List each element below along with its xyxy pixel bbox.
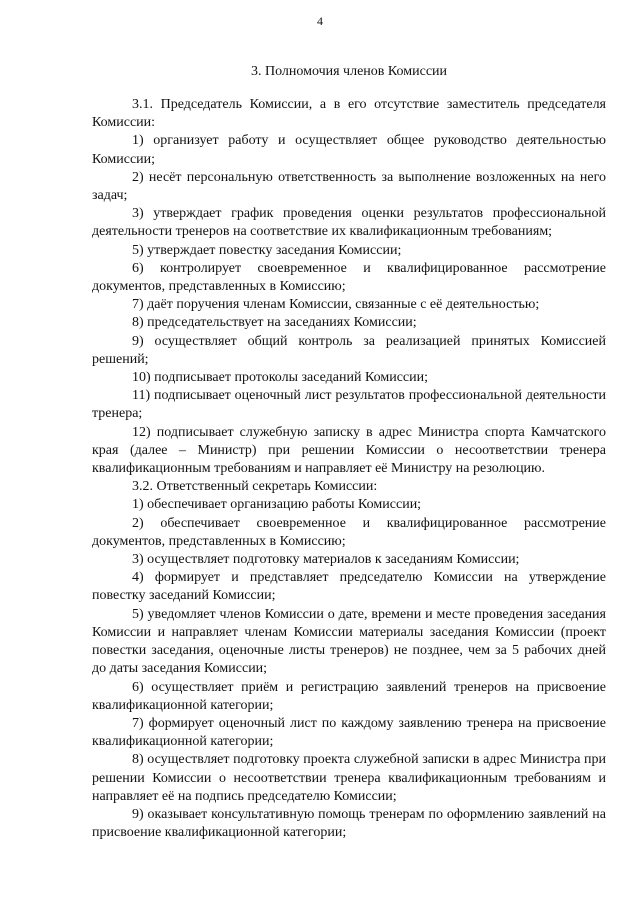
paragraph: 10) подписывает протоколы заседаний Комиссии; <box>132 370 428 386</box>
paragraph: 12) подписывает служебную записку в адрес Министра спорта Камчатского края (далее – Министр) при решении Комиссии о несоответствии тренера квалификационным требованиям и направляет её Министру на резолюцию. <box>92 424 606 477</box>
paragraph: 5) уведомляет членов Комиссии о дате, времени и месте проведения заседания Комиссии и направляет членам Комиссии материалы заседания Комиссии (проект повестки заседания, оценочные листы тренеров) не позднее, чем за 5 рабочих дней до даты заседания Комиссии; <box>92 606 606 677</box>
paragraph: 6) контролирует своевременное и квалифицированное рассмотрение документов, представленных в Комиссию; <box>92 260 606 295</box>
page-number: 4 <box>317 14 323 28</box>
section-title: 3. Полномочия членов Комиссии <box>250 64 448 79</box>
paragraph: 6) осуществляет приём и регистрацию заявлений тренеров на присвоение квалификационной категории; <box>92 679 606 713</box>
paragraph: 1) организует работу и осуществляет общее руководство деятельностью Комиссии; <box>92 133 606 167</box>
paragraph: 3.2. Ответственный секретарь Комиссии: <box>132 479 378 495</box>
paragraph: 8) осуществляет подготовку проекта служебной записки в адрес Министра при решении Комиссии о несоответствии тренера квалификационным требованиям и направляет её на подпись председателю Комиссии; <box>92 752 606 804</box>
paragraph: 3.1. Председатель Комиссии, а в его отсутствие заместитель председателя Комиссии: <box>92 97 606 131</box>
paragraph: 7) формирует оценочный лист по каждому заявлению тренера на присвоение квалификационной категории; <box>92 715 606 750</box>
paragraph: 8) председательствует на заседаниях Комиссии; <box>132 315 417 331</box>
paragraph: 2) несёт персональную ответственность за выполнение возложенных на него задач; <box>92 169 606 204</box>
paragraph: 5) утверждает повестку заседания Комиссии; <box>132 242 402 258</box>
section-body <box>92 96 606 842</box>
paragraph: 3) осуществляет подготовку материалов к заседаниям Комиссии; <box>132 552 520 568</box>
paragraph: 9) осуществляет общий контроль за реализацией принятых Комиссией решений; <box>92 333 606 367</box>
paragraph: 4) формирует и представляет председателю Комиссии на утверждение повестку заседаний Комиссии; <box>92 570 606 604</box>
paragraph: 1) обеспечивает организацию работы Комиссии; <box>132 497 422 513</box>
paragraph: 2) обеспечивает своевременное и квалифицированное рассмотрение документов, представленных в Комиссию; <box>92 515 606 549</box>
paragraph: 11) подписывает оценочный лист результатов профессиональной деятельности тренера; <box>92 388 606 422</box>
paragraph: 9) оказывает консультативную помощь тренерам по оформлению заявлений на присвоение квалификационной категории; <box>92 806 606 841</box>
paragraph: 3) утверждает график проведения оценки результатов профессиональной деятельности тренеров на соответствие их квалификационным требованиям; <box>92 206 606 240</box>
paragraph: 7) даёт поручения членам Комиссии, связанные с её деятельностью; <box>132 297 540 313</box>
